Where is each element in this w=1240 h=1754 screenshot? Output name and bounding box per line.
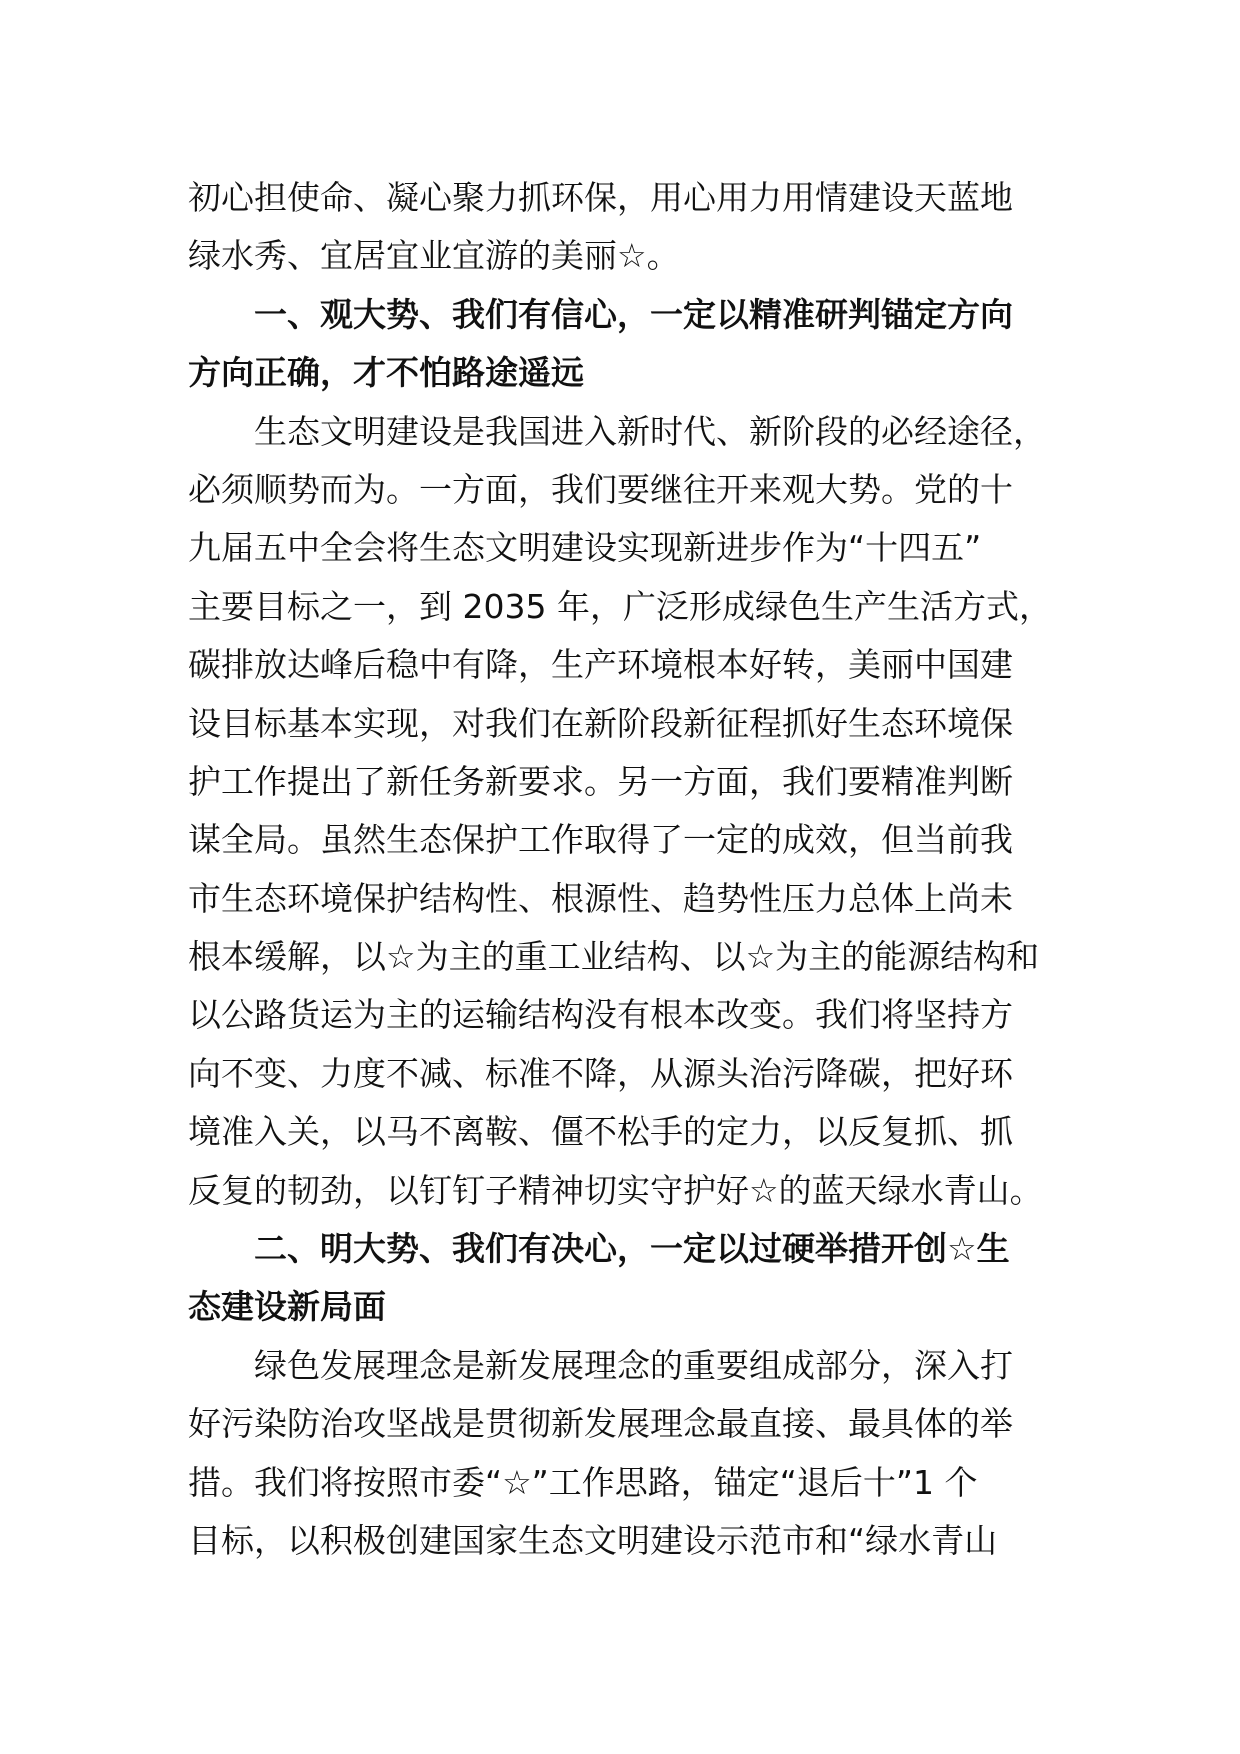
text-line: 九届五中全会将生态文明建设实现新进步作为“十四五” [188,528,982,568]
section-heading-2: 二、明大势、我们有决心，一定以过硬举措开创☆生 [254,1229,1010,1269]
section-heading-1-continued: 方向正确，才不怕路途遥远 [188,353,584,393]
text-line: 根本缓解，以☆为主的重工业结构、以☆为主的能源结构和 [188,937,1040,977]
text-line: 好污染防治攻坚战是贯彻新发展理念最直接、最具体的举 [188,1404,1013,1444]
text-line: 目标，以积极创建国家生态文明建设示范市和“绿水青山 [188,1520,998,1560]
text-line: 初心担使命、凝心聚力抓环保，用心用力用情建设天蓝地 [188,178,1013,217]
text-line: 谋全局。虽然生态保护工作取得了一定的成效，但当前我 [188,820,1013,860]
text-line: 生态文明建设是我国进入新时代、新阶段的必经途径， [254,411,1046,451]
body-text [188,169,1088,1570]
section-heading-1: 一、观大势、我们有信心，一定以精准研判锚定方向 [254,294,1013,334]
text-line: 绿水秀、宜居宜业宜游的美丽☆。 [188,236,680,276]
section-heading-2-continued: 态建设新局面 [188,1287,386,1327]
text-line: 必须顺势而为。一方面，我们要继往开来观大势。党的十 [188,469,1013,509]
text-line: 境准入关，以马不离鞍、僵不松手的定力，以反复抓、抓 [188,1112,1013,1152]
text-line: 措。我们将按照市委“☆”工作思路，锚定“退后十”1 个 [188,1462,978,1502]
text-line: 碳排放达峰后稳中有降，生产环境根本好转，美丽中国建 [188,645,1013,685]
text-line: 市生态环境保护结构性、根源性、趋势性压力总体上尚未 [188,878,1013,918]
text-line: 向不变、力度不减、标准不降，从源头治污降碳，把好环 [188,1053,1013,1093]
text-line: 反复的韧劲，以钉钉子精神切实守护好☆的蓝天绿水青山。 [188,1170,1043,1210]
text-line: 设目标基本实现，对我们在新阶段新征程抓好生态环境保 [188,703,1013,743]
text-line: 以公路货运为主的运输结构没有根本改变。我们将坚持方 [188,995,1013,1035]
text-line: 护工作提出了新任务新要求。另一方面，我们要精准判断 [188,761,1013,801]
text-line: 主要目标之一，到 2035 年，广泛形成绿色生产生活方式， [188,586,1052,626]
text-line: 绿色发展理念是新发展理念的重要组成部分，深入打 [254,1345,1013,1385]
